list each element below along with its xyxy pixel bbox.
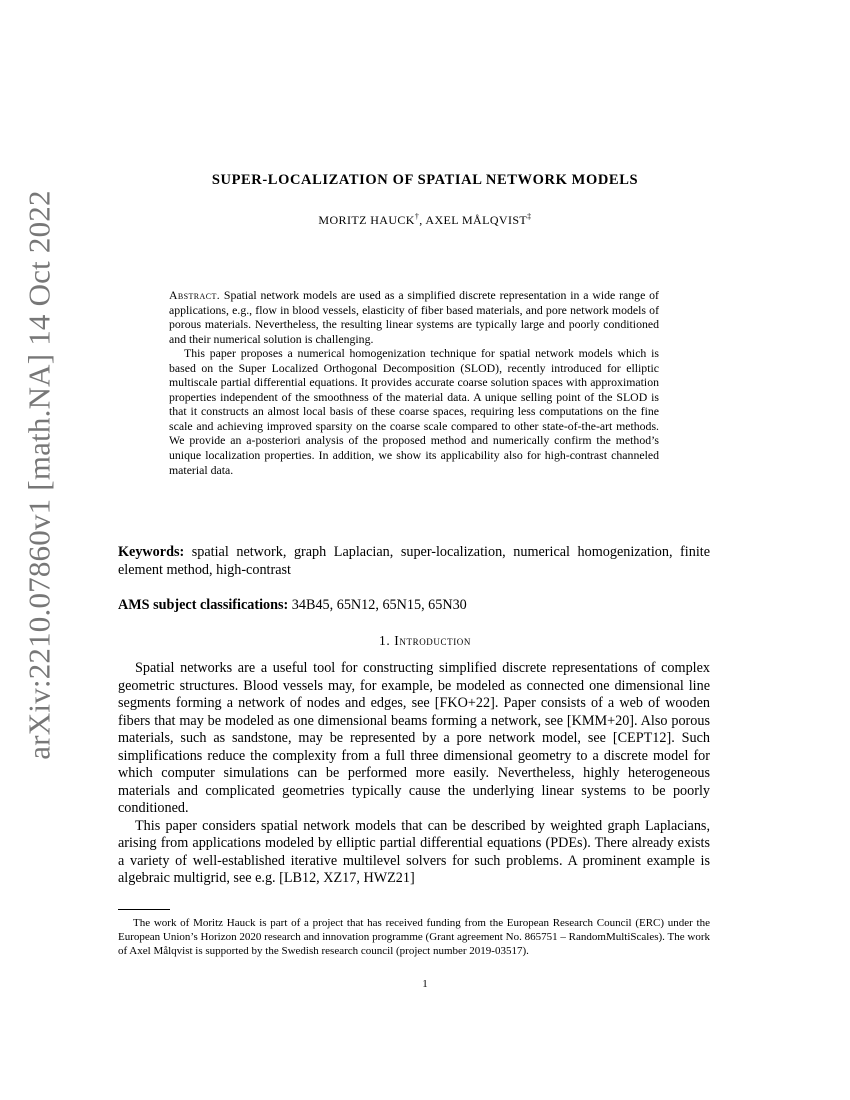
intro-paragraph-1: Spatial networks are a useful tool for constructing simplified discrete representations of complex geometric structures. Blood vessels may, for example, be modeled as connected one dimensional line segments forming a network of nodes and edges, see [FKO+22]. Paper consists of a web of wooden fibers that may be modeled as one dimensional beams forming a network, see [KMM+20]. Also porous materials, such as sandstone, may be represented by a pore network model, see [CEPT12]. Such simplifications reduce the complexity from a full three dimensional geometry to a discrete model for which computer simulations can be performed more easily. Nevertheless, highly heterogeneous materials and complicated geometries typically cause the underlying linear systems to be poorly conditioned. [118,660,710,816]
intro-paragraph-2: This paper considers spatial network models that can be described by weighted graph Laplacians, arising from applications modeled by elliptic partial differential equations (PDEs). There already exists a variety of well-established iterative multilevel solvers for such problems. A prominent example is algebraic multigrid, see e.g. [LB12, XZ17, HWZ21] [118,817,710,886]
author-separator: , [419,213,426,227]
author-malqvist-affiliation-mark: ‡ [527,212,532,221]
abstract-paragraph-1-text: Spatial network models are used as a simplified discrete representation in a wide range of applications, e.g., flow in blood vessels, elasticity of fiber based materials, and pore network models of porous materials. Nevertheless, the resulting linear systems are typically large and poorly conditioned and their numerical solution is challenging. [169,288,659,346]
abstract [169,288,659,477]
ams-codes: 34B45, 65N12, 65N15, 65N30 [291,597,467,613]
paper-title: SUPER-LOCALIZATION OF SPATIAL NETWORK MODELS [211,172,639,188]
author-hauck-affiliation-mark: † [414,212,420,221]
section-number: 1. [378,633,391,648]
abstract-heading: Abstract. [169,288,221,302]
keywords-text: spatial network, graph Laplacian, super-localization, numerical homogenization, finite element method, high-contrast [118,544,710,578]
footnote-rule [118,909,170,910]
author-malqvist: AXEL MÅLQVIST [425,213,528,227]
introduction-body [118,660,710,888]
keywords-label: Keywords: [118,544,185,560]
section-title: Introduction [394,633,471,648]
author-line [0,212,850,228]
author-hauck: MORITZ HAUCK [318,213,415,227]
arxiv-identifier-stamp [18,190,62,760]
page-number: 1 [422,978,428,990]
ams-label: AMS subject classifications: [118,597,289,613]
funding-footnote: The work of Moritz Hauck is part of a project that has received funding from the European Research Council (ERC) under the European Union’s Horizon 2020 research and innovation programme (Grant agreement No. 865751 – RandomMultiScales). The work of Axel Målqvist is supported by the Swedish research council (project number 2019-03517). [118,917,710,957]
abstract-paragraph-1 [169,288,659,346]
abstract-paragraph-2: This paper proposes a numerical homogenization technique for spatial network models which is based on the Super Localized Orthogonal Decomposition (SLOD), recently introduced for elliptic multiscale partial differential equations. It provides accurate coarse solution spaces with approximation properties independent of the smoothness of the material data. A unique selling point of the SLOD is that it constructs an almost local basis of these coarse spaces, requiring less computations on the fine scale and achieving improved sparsity on the coarse scale compared to other state-of-the-art methods. We provide an a-posteriori analysis of the proposed method and numerically confirm the method’s unique localization properties. In addition, we show its applicability also for high-contrast channeled material data. [169,346,659,477]
section-heading-introduction [0,633,850,649]
arxiv-identifier-text: arXiv:2210.07860v1 [math.NA] 14 Oct 2022 [22,190,57,760]
keywords-block [118,544,710,579]
ams-classification-block [118,597,710,615]
